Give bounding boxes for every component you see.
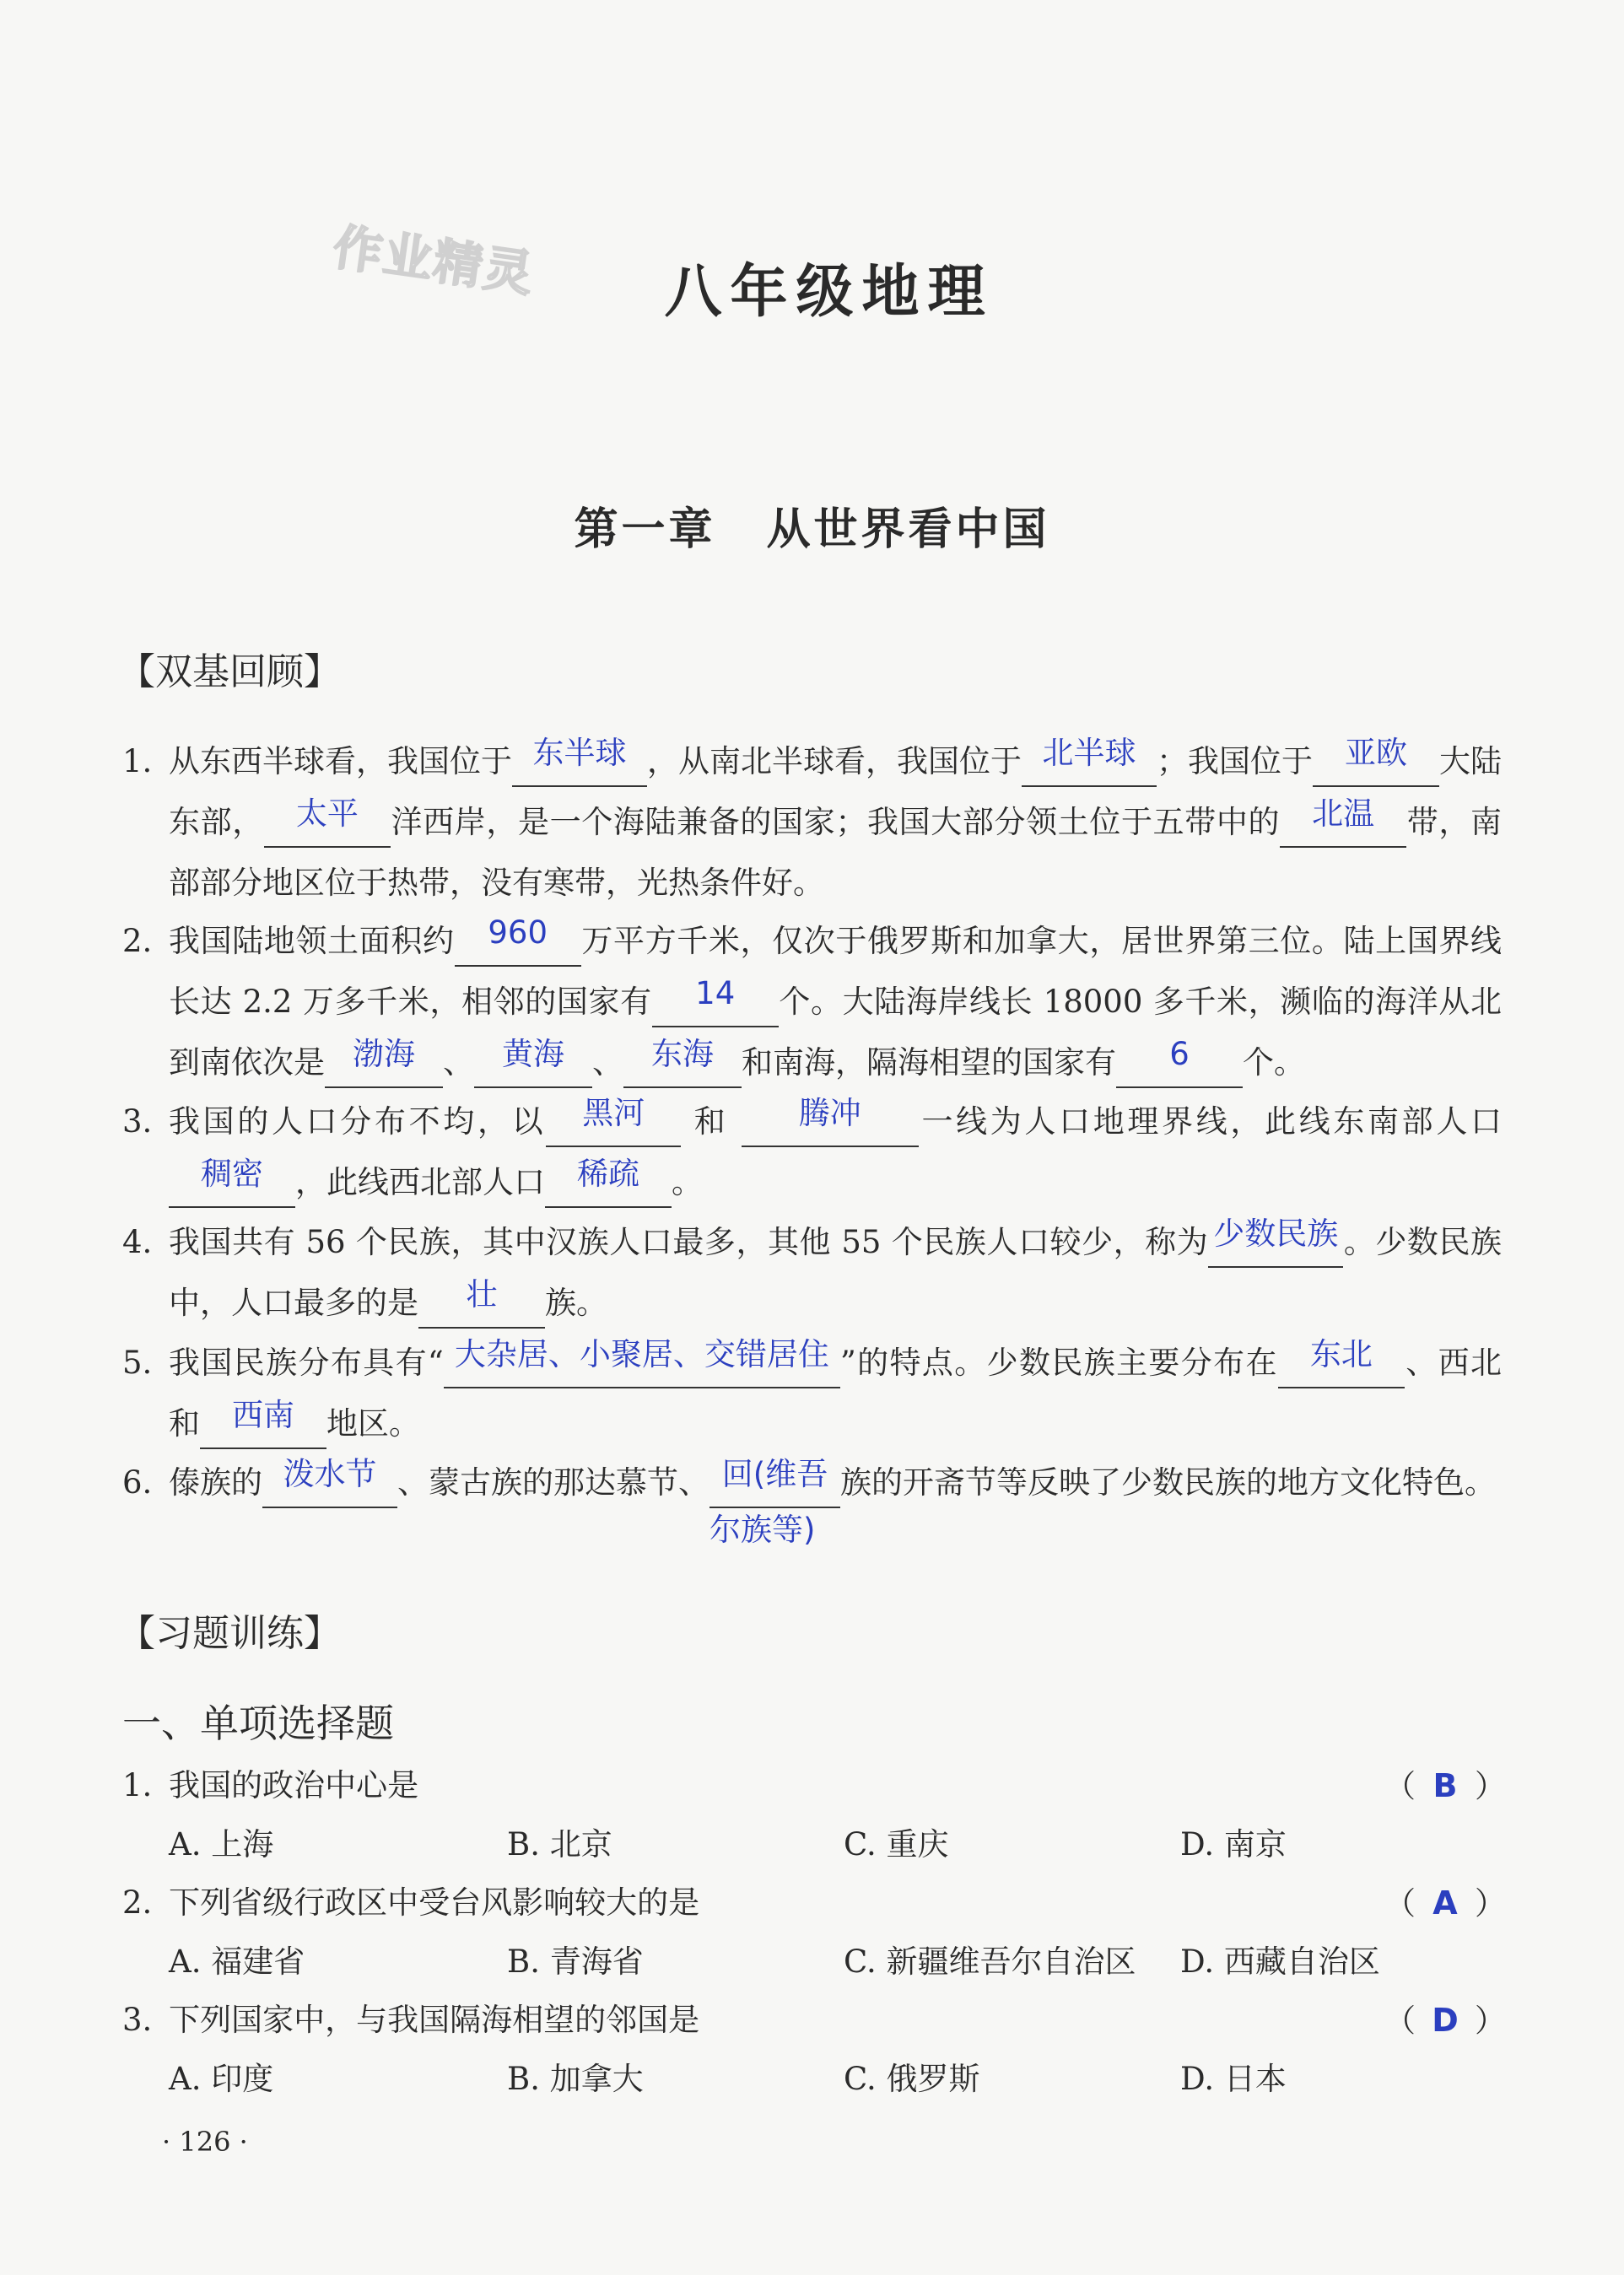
- question-text: 一线为人口地理界线，此线东南部人口: [918, 1103, 1503, 1140]
- question-text: ，从南北半球看，我国位于: [647, 743, 1022, 779]
- option-c[interactable]: C. 新疆维吾尔自治区: [844, 1943, 1136, 1980]
- answer-blank[interactable]: [264, 795, 391, 848]
- fill-question-1: [122, 731, 1502, 914]
- question-text: 傣族的: [169, 1464, 262, 1501]
- bracket-left: （: [1384, 1768, 1416, 1804]
- answer-bracket[interactable]: [1384, 1873, 1506, 1933]
- answer-blank[interactable]: [1280, 795, 1406, 848]
- answer-blank[interactable]: [455, 914, 581, 967]
- handwritten-answer: A: [1432, 1884, 1458, 1922]
- option-a[interactable]: A. 上海: [169, 1826, 274, 1863]
- handwritten-answer: 东半球: [532, 735, 627, 771]
- handwritten-answer: 西南: [232, 1397, 294, 1433]
- fill-question-3: [122, 1092, 1502, 1213]
- handwritten-answer: 泼水节: [283, 1456, 377, 1492]
- choice-question-2: [122, 1873, 1506, 1992]
- bracket-right: ）: [1475, 2003, 1506, 2039]
- question-text: 带，南部部分地区位于热带，没有寒带，光热条件好。: [169, 804, 1503, 901]
- question-text: 。少数民族中，人口最多的是: [169, 1224, 1502, 1321]
- question-text: 我国民族分布具有“: [169, 1345, 444, 1381]
- fill-question-5: [122, 1333, 1502, 1454]
- question-text: 从东西半球看，我国位于: [169, 743, 512, 779]
- handwritten-answer: 大杂居、小聚居、交错居住: [454, 1336, 829, 1372]
- option-c[interactable]: C. 重庆: [844, 1826, 949, 1863]
- handwritten-answer: 6: [1169, 1036, 1190, 1072]
- watermark-logo: 作业精灵: [329, 218, 538, 304]
- handwritten-answer: 东海: [651, 1036, 714, 1072]
- handwritten-answer: 渤海: [353, 1036, 415, 1072]
- main-title: 八年级地理: [664, 259, 994, 326]
- handwritten-answer: 北半球: [1042, 735, 1136, 771]
- answer-blank[interactable]: [1278, 1336, 1405, 1388]
- handwritten-answer: 北温: [1312, 795, 1375, 832]
- question-number: 6.: [122, 1464, 153, 1501]
- question-text: ，此线西北部人口: [295, 1164, 545, 1200]
- question-text: 我国共有 56 个民族，其中汉族人口最多，其他 55 个民族人口较少，称为: [169, 1224, 1209, 1260]
- question-number: 1.: [122, 1767, 153, 1803]
- question-number: 3.: [122, 2002, 153, 2038]
- answer-blank[interactable]: [512, 735, 647, 787]
- handwritten-answer: 14: [695, 975, 736, 1011]
- handwritten-answer: D: [1432, 2002, 1459, 2039]
- answer-blank[interactable]: [545, 1156, 672, 1208]
- handwritten-answer: 壮: [466, 1276, 498, 1313]
- answer-blank[interactable]: [1022, 735, 1157, 787]
- option-b[interactable]: B. 北京: [507, 1826, 612, 1863]
- chapter-name: 从世界看中国: [766, 504, 1050, 555]
- option-a[interactable]: A. 福建省: [169, 1943, 305, 1980]
- choice-question-1: [122, 1756, 1506, 1874]
- answer-blank[interactable]: [546, 1095, 681, 1147]
- question-text: 和南海，隔海相望的国家有: [742, 1044, 1116, 1081]
- question-text: 地区。: [326, 1405, 420, 1442]
- question-number: 2.: [122, 923, 153, 959]
- question-text: 。: [672, 1164, 703, 1200]
- separator: 、: [443, 1044, 474, 1081]
- question-stem: 我国的政治中心是: [169, 1767, 419, 1803]
- answer-blank[interactable]: [200, 1397, 326, 1449]
- question-text: ”的特点。少数民族主要分布在: [839, 1345, 1278, 1381]
- chapter-title: [0, 493, 1624, 557]
- handwritten-answer: 回(维吾: [721, 1456, 828, 1492]
- handwritten-answer: 腾冲: [798, 1095, 861, 1131]
- option-d[interactable]: D. 日本: [1180, 2061, 1287, 2097]
- handwritten-answer: 少数民族: [1213, 1216, 1339, 1252]
- handwritten-answer-continued: 尔族等): [709, 1512, 816, 1548]
- question-text: 、蒙古族的那达慕节、: [397, 1464, 709, 1501]
- question-text: 个。大陆海岸线长 18000 多千米，濒临的海洋从北到南依次是: [169, 984, 1502, 1081]
- answer-blank[interactable]: [652, 975, 779, 1027]
- question-text: 个。: [1243, 1044, 1305, 1081]
- handwritten-answer: 黄海: [502, 1036, 564, 1072]
- answer-bracket[interactable]: [1384, 1756, 1506, 1816]
- bracket-right: ）: [1475, 1885, 1506, 1922]
- handwritten-answer: 太平: [295, 795, 359, 832]
- handwritten-answer: 稀疏: [577, 1156, 639, 1192]
- option-c[interactable]: C. 俄罗斯: [844, 2061, 980, 2097]
- fill-question-4: [122, 1212, 1502, 1334]
- answer-blank[interactable]: [444, 1336, 840, 1388]
- answer-blank[interactable]: [169, 1156, 295, 1208]
- question-text: 族的开斋节等反映了少数民族的地方文化特色。: [840, 1464, 1496, 1501]
- answer-blank[interactable]: [1116, 1036, 1243, 1088]
- question-text: 族。: [545, 1285, 607, 1321]
- separator: 、: [592, 1044, 623, 1081]
- bracket-left: （: [1384, 2003, 1416, 2039]
- answer-blank[interactable]: [418, 1276, 545, 1329]
- section-review-heading: 【双基回顾】: [118, 650, 341, 693]
- question-text: 大陆东部，: [169, 743, 1502, 840]
- question-stem: 下列国家中，与我国隔海相望的邻国是: [169, 2002, 700, 2038]
- question-number: 4.: [122, 1224, 153, 1260]
- question-text: 我国的人口分布不均，以: [169, 1103, 547, 1140]
- handwritten-answer: 稠密: [201, 1156, 263, 1192]
- section-practice-heading: 【习题训练】: [118, 1612, 341, 1655]
- question-number: 3.: [122, 1103, 153, 1140]
- answer-blank[interactable]: [742, 1095, 919, 1147]
- answer-blank[interactable]: [709, 1456, 840, 1548]
- question-number: 5.: [122, 1345, 153, 1381]
- option-a[interactable]: A. 印度: [169, 2061, 274, 2097]
- answer-blank[interactable]: [1208, 1216, 1343, 1268]
- question-text: ；我国位于: [1157, 743, 1313, 779]
- choice-question-3: [122, 1991, 1506, 2109]
- question-text: 我国陆地领土面积约: [169, 923, 455, 959]
- answer-blank[interactable]: [325, 1036, 443, 1088]
- answer-blank[interactable]: [474, 1036, 592, 1088]
- answer-blank[interactable]: [623, 1036, 742, 1088]
- page-number: · 126 ·: [162, 2126, 248, 2158]
- question-text: 万平方千米，仅次于俄罗斯和加拿大，居世界第三位。陆上国界线长达 2.2 万多千米，相邻的国家有: [169, 923, 1503, 1020]
- answer-blank[interactable]: [1313, 735, 1439, 787]
- option-d[interactable]: D. 西藏自治区: [1180, 1943, 1380, 1980]
- handwritten-answer: 亚欧: [1345, 735, 1407, 771]
- question-text: 、西北和: [169, 1345, 1503, 1442]
- chapter-label: 第一章: [574, 504, 716, 555]
- option-d[interactable]: D. 南京: [1180, 1826, 1287, 1863]
- answer-blank[interactable]: [262, 1456, 397, 1508]
- fill-question-2: [122, 911, 1502, 1093]
- single-choice-heading: 一、单项选择题: [122, 1701, 394, 1746]
- answer-bracket[interactable]: [1384, 1991, 1506, 2051]
- handwritten-answer: B: [1432, 1767, 1458, 1804]
- option-b[interactable]: B. 青海省: [507, 1943, 644, 1980]
- question-text: 和: [693, 1103, 729, 1140]
- question-number: 1.: [122, 743, 153, 779]
- fill-question-6: [122, 1453, 1502, 1548]
- question-text: 洋西岸，是一个海陆兼备的国家；我国大部分领土位于五带中的: [390, 804, 1281, 840]
- question-number: 2.: [122, 1884, 153, 1921]
- handwritten-answer: 黑河: [582, 1095, 645, 1131]
- handwritten-answer: 960: [488, 914, 548, 951]
- option-b[interactable]: B. 加拿大: [507, 2061, 644, 2097]
- bracket-left: （: [1384, 1885, 1416, 1922]
- question-stem: 下列省级行政区中受台风影响较大的是: [169, 1884, 700, 1921]
- handwritten-answer: 东北: [1309, 1336, 1373, 1372]
- bracket-right: ）: [1475, 1768, 1506, 1804]
